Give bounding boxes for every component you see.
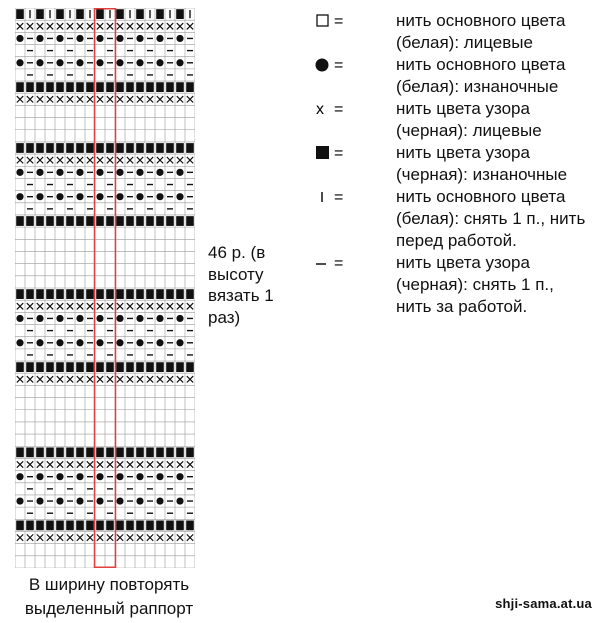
filled-square-stitch xyxy=(176,289,184,299)
filled-square-stitch xyxy=(176,362,184,372)
dot-stitch xyxy=(176,35,183,42)
dot-stitch xyxy=(116,473,123,480)
filled-square-stitch xyxy=(156,447,164,457)
legend xyxy=(304,10,594,318)
filled-square-stitch xyxy=(16,289,24,299)
dot-stitch xyxy=(76,193,83,200)
filled-square-stitch xyxy=(86,362,94,372)
dot-stitch xyxy=(96,193,103,200)
filled-square-stitch xyxy=(46,216,54,226)
filled-square-stitch xyxy=(116,521,124,531)
filled-square-stitch xyxy=(106,82,114,92)
dot-stitch xyxy=(156,473,163,480)
filled-square-stitch xyxy=(166,521,174,531)
filled-square-stitch xyxy=(36,9,44,19)
legend-item-dot xyxy=(304,54,594,98)
dot-stitch xyxy=(96,169,103,176)
dot-stitch xyxy=(36,59,43,66)
dot-stitch xyxy=(56,315,63,322)
filled-square-stitch xyxy=(136,521,144,531)
filled-square-stitch xyxy=(46,289,54,299)
filled-square-stitch xyxy=(86,143,94,153)
filled-square-stitch xyxy=(76,521,84,531)
dot-stitch xyxy=(76,473,83,480)
dot-stitch xyxy=(76,315,83,322)
filled-square-stitch xyxy=(106,143,114,153)
filled-square-stitch xyxy=(156,362,164,372)
legend-text: нить цвета узора (черная): изнаночные xyxy=(396,143,568,184)
dot-icon xyxy=(304,54,352,76)
filled-square-stitch xyxy=(136,362,144,372)
dot-stitch xyxy=(136,497,143,504)
filled-square-stitch xyxy=(96,289,104,299)
filled-square-stitch xyxy=(106,216,114,226)
filled-square-stitch xyxy=(36,521,44,531)
dot-stitch xyxy=(56,169,63,176)
filled-square-stitch xyxy=(176,521,184,531)
filled-square-stitch xyxy=(126,216,134,226)
filled-square-stitch xyxy=(66,216,74,226)
dot-stitch xyxy=(136,339,143,346)
dot-stitch xyxy=(96,35,103,42)
filled-square-stitch xyxy=(156,216,164,226)
dot-stitch xyxy=(36,473,43,480)
filled-square-stitch xyxy=(56,521,64,531)
svg-text:=: = xyxy=(334,101,344,118)
filled-square-stitch xyxy=(146,362,154,372)
filled-square-stitch xyxy=(36,216,44,226)
filled-square-stitch xyxy=(136,143,144,153)
filled-square-stitch xyxy=(186,143,194,153)
legend-item-x xyxy=(304,98,594,142)
filled-square-stitch xyxy=(146,216,154,226)
filled-square-stitch xyxy=(176,9,184,19)
filled-square-stitch xyxy=(66,82,74,92)
filled-square-stitch xyxy=(176,216,184,226)
dot-stitch xyxy=(96,339,103,346)
dot-stitch xyxy=(76,497,83,504)
filled-square-stitch xyxy=(176,447,184,457)
filled-square-stitch xyxy=(76,447,84,457)
filled-square-stitch xyxy=(126,447,134,457)
dot-stitch xyxy=(156,169,163,176)
dot-stitch xyxy=(16,497,23,504)
dot-stitch xyxy=(136,193,143,200)
filled-square-stitch xyxy=(186,362,194,372)
filled-square-stitch xyxy=(26,521,34,531)
dot-stitch xyxy=(156,193,163,200)
dot-stitch xyxy=(16,473,23,480)
dot-stitch xyxy=(36,169,43,176)
dot-stitch xyxy=(116,59,123,66)
legend-item-dash xyxy=(304,252,594,318)
filled-square-stitch xyxy=(136,9,144,19)
filled-square-stitch xyxy=(16,216,24,226)
filled-square-stitch xyxy=(96,447,104,457)
filled-square-stitch xyxy=(66,143,74,153)
filled-square-stitch xyxy=(96,216,104,226)
dot-stitch xyxy=(156,339,163,346)
dot-stitch xyxy=(136,473,143,480)
dot-stitch xyxy=(96,59,103,66)
filled-square-stitch xyxy=(116,9,124,19)
filled-square-stitch xyxy=(86,216,94,226)
filled-square-stitch xyxy=(146,82,154,92)
filled-square-stitch xyxy=(146,143,154,153)
filled-square-stitch xyxy=(86,521,94,531)
filled-square-stitch xyxy=(46,521,54,531)
filled-square-stitch xyxy=(116,362,124,372)
filled-square-stitch xyxy=(76,362,84,372)
legend-item-tick xyxy=(304,186,594,252)
dot-stitch xyxy=(136,169,143,176)
dot-stitch xyxy=(116,169,123,176)
filled-square-stitch xyxy=(46,82,54,92)
dot-stitch xyxy=(16,59,23,66)
dot-stitch xyxy=(176,193,183,200)
dot-stitch xyxy=(176,59,183,66)
tick-icon xyxy=(304,186,352,208)
filled-square-stitch xyxy=(16,447,24,457)
rows-note: 46 р. (в высоту вязать 1 раз) xyxy=(208,243,274,327)
dot-stitch xyxy=(76,35,83,42)
knitting-chart xyxy=(15,8,195,568)
legend-item-empty-square xyxy=(304,10,594,54)
chart-caption: В ширину повторять выделенный раппорт xyxy=(24,575,194,618)
filled-square-stitch xyxy=(156,521,164,531)
filled-square-stitch xyxy=(76,289,84,299)
filled-square-stitch xyxy=(116,289,124,299)
filled-square-stitch xyxy=(96,521,104,531)
dot-stitch xyxy=(36,315,43,322)
filled-square-stitch xyxy=(116,216,124,226)
filled-square-stitch xyxy=(146,289,154,299)
dot-stitch xyxy=(116,35,123,42)
filled-square-stitch xyxy=(26,216,34,226)
filled-square-stitch xyxy=(106,289,114,299)
dot-stitch xyxy=(176,497,183,504)
filled-square-stitch xyxy=(146,447,154,457)
filled-square-stitch xyxy=(56,289,64,299)
filled-square-stitch xyxy=(36,447,44,457)
filled-square-stitch xyxy=(126,289,134,299)
legend-item-filled-square xyxy=(304,142,594,186)
svg-text:=: = xyxy=(334,145,344,162)
filled-square-stitch xyxy=(106,447,114,457)
filled-square-stitch xyxy=(46,447,54,457)
filled-square-stitch xyxy=(126,362,134,372)
filled-square-stitch xyxy=(166,447,174,457)
filled-square-stitch xyxy=(166,362,174,372)
dot-stitch xyxy=(36,35,43,42)
filled-square-stitch xyxy=(176,82,184,92)
legend-text: нить цвета узора (черная): лицевые xyxy=(396,99,542,140)
filled-square-stitch xyxy=(36,82,44,92)
filled-square-stitch xyxy=(176,143,184,153)
filled-square-stitch xyxy=(136,447,144,457)
filled-square-stitch xyxy=(86,82,94,92)
filled-square-stitch xyxy=(166,143,174,153)
watermark: shji-sama.at.ua xyxy=(495,596,592,611)
dot-stitch xyxy=(56,473,63,480)
legend-text: нить основного цвета (белая): лицевые xyxy=(396,11,566,52)
dot-stitch xyxy=(16,315,23,322)
filled-square-stitch xyxy=(66,289,74,299)
dot-stitch xyxy=(16,35,23,42)
filled-square-stitch xyxy=(26,447,34,457)
filled-square-stitch xyxy=(106,362,114,372)
dot-stitch xyxy=(116,315,123,322)
filled-square-stitch xyxy=(56,216,64,226)
dot-stitch xyxy=(156,497,163,504)
svg-text:=: = xyxy=(334,57,344,74)
filled-square-stitch xyxy=(26,143,34,153)
svg-text:x: x xyxy=(316,101,324,118)
filled-square-stitch xyxy=(76,82,84,92)
filled-square-stitch xyxy=(126,82,134,92)
dot-stitch xyxy=(156,35,163,42)
filled-square-stitch xyxy=(16,9,24,19)
dot-stitch xyxy=(56,35,63,42)
dot-stitch xyxy=(56,59,63,66)
filled-square-stitch xyxy=(146,521,154,531)
filled-square-stitch xyxy=(66,521,74,531)
filled-square-stitch xyxy=(126,143,134,153)
filled-square-stitch xyxy=(166,216,174,226)
legend-text: нить основного цвета (белая): снять 1 п., нить перед работой. xyxy=(396,187,586,250)
dot-stitch xyxy=(176,315,183,322)
x-icon xyxy=(304,98,352,120)
svg-text:=: = xyxy=(334,255,344,272)
filled-square-stitch xyxy=(186,521,194,531)
filled-square-stitch xyxy=(46,362,54,372)
filled-square-stitch xyxy=(156,82,164,92)
filled-square-icon xyxy=(304,142,352,164)
dot-stitch xyxy=(36,193,43,200)
filled-square-stitch xyxy=(26,289,34,299)
filled-square-stitch xyxy=(46,143,54,153)
dot-stitch xyxy=(176,169,183,176)
filled-square-stitch xyxy=(136,289,144,299)
svg-text:=: = xyxy=(334,189,344,206)
dot-stitch xyxy=(156,315,163,322)
filled-square-stitch xyxy=(96,362,104,372)
filled-square-stitch xyxy=(136,82,144,92)
filled-square-stitch xyxy=(16,143,24,153)
filled-square-stitch xyxy=(156,9,164,19)
dot-stitch xyxy=(16,169,23,176)
dot-stitch xyxy=(116,497,123,504)
legend-text: нить цвета узора (черная): снять 1 п., нить за работой. xyxy=(396,253,554,316)
dash-icon xyxy=(304,252,352,274)
filled-square-stitch xyxy=(26,362,34,372)
dot-stitch xyxy=(96,473,103,480)
filled-square-stitch xyxy=(156,143,164,153)
dot-stitch xyxy=(56,193,63,200)
filled-square-stitch xyxy=(56,362,64,372)
filled-square-stitch xyxy=(16,362,24,372)
dot-stitch xyxy=(176,473,183,480)
dot-stitch xyxy=(136,59,143,66)
dot-stitch xyxy=(116,339,123,346)
dot-stitch xyxy=(36,339,43,346)
filled-square-stitch xyxy=(56,143,64,153)
filled-square-stitch xyxy=(76,9,84,19)
filled-square-stitch xyxy=(66,362,74,372)
dot-stitch xyxy=(176,339,183,346)
dot-stitch xyxy=(96,315,103,322)
dot-stitch xyxy=(76,59,83,66)
filled-square-stitch xyxy=(66,447,74,457)
filled-square-stitch xyxy=(36,289,44,299)
dot-stitch xyxy=(136,35,143,42)
dot-stitch xyxy=(56,497,63,504)
svg-text:=: = xyxy=(334,13,344,30)
filled-square-stitch xyxy=(166,82,174,92)
empty-square-icon xyxy=(304,10,352,32)
dot-stitch xyxy=(156,59,163,66)
dot-stitch xyxy=(36,497,43,504)
filled-square-stitch xyxy=(76,143,84,153)
filled-square-stitch xyxy=(56,447,64,457)
filled-square-stitch xyxy=(16,82,24,92)
dot-stitch xyxy=(16,193,23,200)
filled-square-stitch xyxy=(56,82,64,92)
filled-square-stitch xyxy=(126,521,134,531)
filled-square-stitch xyxy=(166,289,174,299)
filled-square-stitch xyxy=(106,521,114,531)
filled-square-stitch xyxy=(76,216,84,226)
dot-stitch xyxy=(16,339,23,346)
filled-square-stitch xyxy=(56,9,64,19)
filled-square-stitch xyxy=(186,82,194,92)
filled-square-stitch xyxy=(26,82,34,92)
filled-square-stitch xyxy=(96,82,104,92)
filled-square-stitch xyxy=(96,143,104,153)
filled-square-stitch xyxy=(36,143,44,153)
filled-square-stitch xyxy=(96,9,104,19)
filled-square-stitch xyxy=(36,362,44,372)
filled-square-stitch xyxy=(86,447,94,457)
legend-text: нить основного цвета (белая): изнаночные xyxy=(396,55,566,96)
filled-square-stitch xyxy=(116,447,124,457)
dot-stitch xyxy=(76,339,83,346)
dot-stitch xyxy=(116,193,123,200)
filled-square-stitch xyxy=(16,521,24,531)
filled-square-stitch xyxy=(86,289,94,299)
dot-stitch xyxy=(76,169,83,176)
filled-square-stitch xyxy=(156,289,164,299)
dot-stitch xyxy=(96,497,103,504)
filled-square-stitch xyxy=(116,143,124,153)
dot-stitch xyxy=(136,315,143,322)
filled-square-stitch xyxy=(116,82,124,92)
filled-square-stitch xyxy=(186,216,194,226)
dot-stitch xyxy=(56,339,63,346)
filled-square-stitch xyxy=(186,447,194,457)
filled-square-stitch xyxy=(136,216,144,226)
filled-square-stitch xyxy=(186,289,194,299)
